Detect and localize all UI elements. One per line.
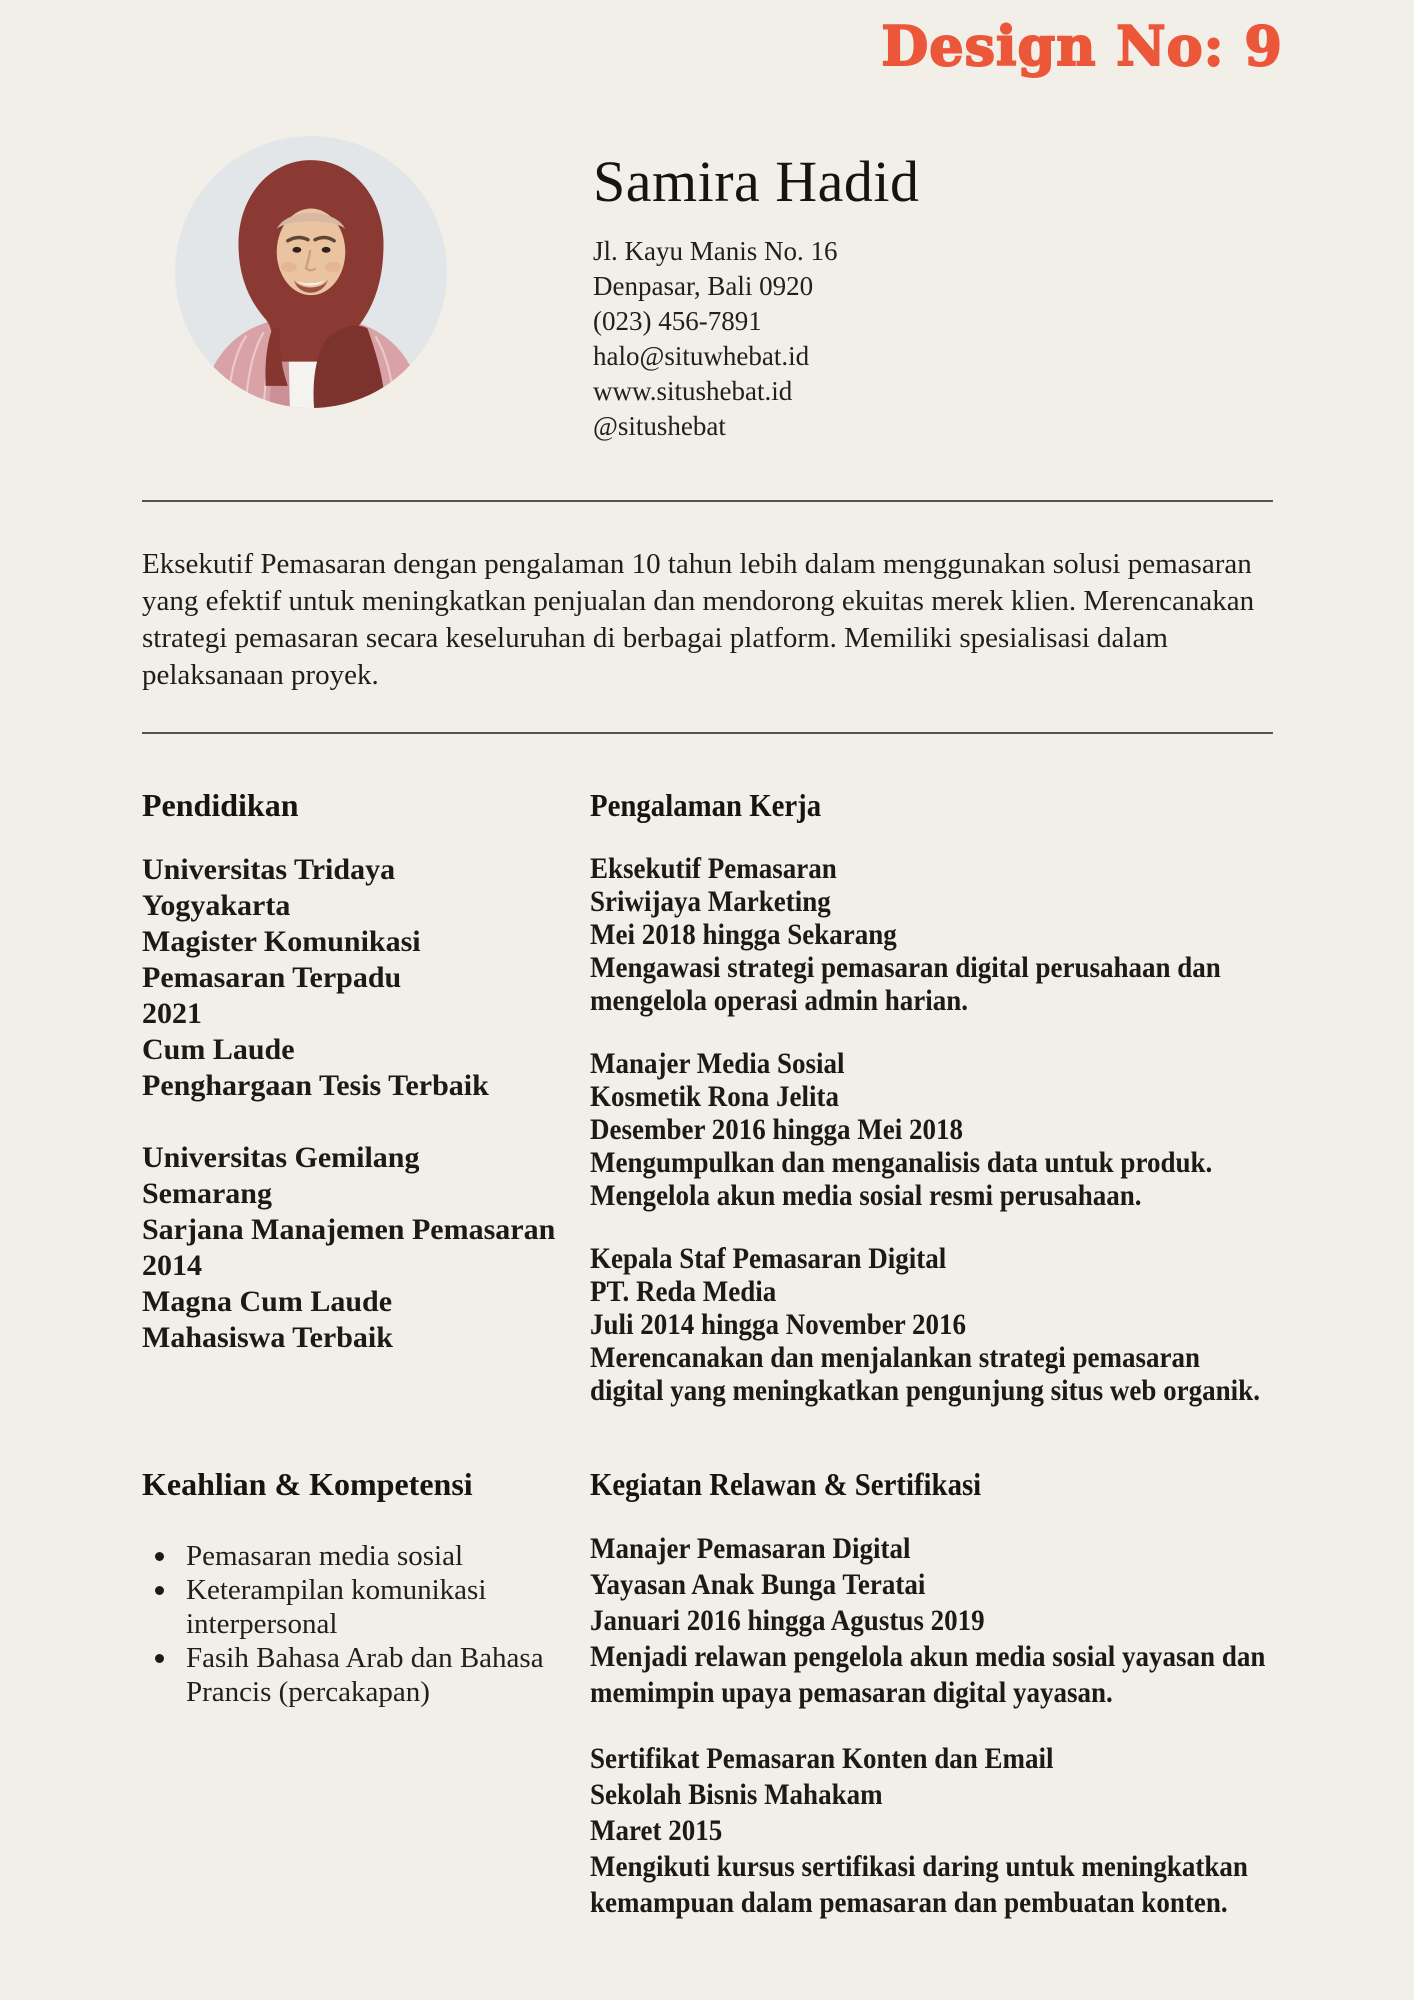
skills-heading: Keahlian & Kompetensi <box>142 1466 473 1502</box>
contact-line: Denpasar, Bali 0920 <box>593 271 814 301</box>
volunteer-title: Sertifikat Pemasaran Konten dan Email <box>590 1742 1054 1775</box>
job-title: Eksekutif Pemasaran <box>590 852 837 885</box>
volunteer-period: Januari 2016 hingga Agustus 2019 <box>590 1604 985 1637</box>
company-name: Sriwijaya Marketing <box>590 885 831 918</box>
volunteer-organization: Yayasan Anak Bunga Teratai <box>590 1568 926 1601</box>
profile-photo <box>175 136 447 408</box>
skill-label: Keterampilan komunikasi interpersonal <box>186 1574 487 1640</box>
volunteer-entries <box>590 1531 1273 1921</box>
volunteer-period: Maret 2015 <box>590 1814 723 1847</box>
education-heading: Pendidikan <box>142 787 299 823</box>
design-header <box>0 0 1414 78</box>
job-period: Mei 2018 hingga Sekarang <box>590 918 897 951</box>
volunteer-entry <box>590 1531 1273 1711</box>
experience-entry <box>590 1242 1273 1407</box>
company-name: PT. Reda Media <box>590 1275 777 1308</box>
volunteer-organization: Sekolah Bisnis Mahakam <box>590 1778 883 1811</box>
education-line: Semarang <box>142 1177 272 1210</box>
design-number-label: Design No: 9 <box>881 14 1283 78</box>
job-period: Juli 2014 hingga November 2016 <box>590 1308 967 1341</box>
bullet-icon <box>155 1552 164 1561</box>
divider-bottom <box>142 732 1273 734</box>
education-line: Pemasaran Terpadu <box>142 961 402 994</box>
volunteer-title: Manajer Pemasaran Digital <box>590 1532 911 1565</box>
resume-body <box>142 784 1273 1921</box>
contact-line: @situshebat <box>593 411 726 441</box>
skill-label: Pemasaran media sosial <box>186 1540 464 1572</box>
job-period: Desember 2016 hingga Mei 2018 <box>590 1113 963 1146</box>
education-entry-lines <box>142 1140 590 1356</box>
job-title: Manajer Media Sosial <box>590 1047 845 1080</box>
volunteer-heading: Kegiatan Relawan & Sertifikasi <box>590 1466 982 1502</box>
divider-top <box>142 500 1273 502</box>
education-entry <box>142 1140 590 1356</box>
contact-line: Jl. Kayu Manis No. 16 <box>593 236 838 266</box>
education-line: Universitas Tridaya <box>142 853 396 886</box>
education-line: Sarjana Manajemen Pemasaran <box>142 1213 556 1246</box>
education-line: Mahasiswa Terbaik <box>142 1321 393 1354</box>
education-line: Yogyakarta <box>142 889 291 922</box>
experience-entry <box>590 852 1273 1017</box>
education-line: Penghargaan Tesis Terbaik <box>142 1069 489 1102</box>
experience-heading: Pengalaman Kerja <box>590 787 822 823</box>
skills-section <box>142 1463 590 1921</box>
contact-line: halo@situwhebat.id <box>593 341 810 371</box>
skill-item <box>155 1573 590 1641</box>
education-entry <box>142 852 590 1104</box>
education-entries <box>142 852 590 1356</box>
skill-label: Fasih Bahasa Arab dan Bahasa Prancis (percakapan) <box>186 1642 544 1708</box>
company-name: Kosmetik Rona Jelita <box>590 1080 839 1113</box>
volunteer-section <box>590 1463 1349 1921</box>
skills-list <box>142 1539 590 1709</box>
education-line: 2021 <box>142 997 202 1030</box>
professional-summary: Eksekutif Pemasaran dengan pengalaman 10 tahun lebih dalam menggunakan solusi pemasaran yang efektif untuk meningkatkan penjualan dan mendorong ekuitas merek klien. Merencanakan strategi pemasaran secara keseluruhan di berbagai platform. Memiliki spesialisasi dalam pelaksanaan proyek. <box>142 548 1255 691</box>
experience-entry <box>590 1047 1273 1212</box>
education-section <box>142 784 590 1407</box>
profile-section <box>0 136 1414 444</box>
person-name: Samira Hadid <box>593 149 920 214</box>
education-line: Magna Cum Laude <box>142 1285 393 1318</box>
bullet-icon <box>155 1654 164 1663</box>
job-title: Kepala Staf Pemasaran Digital <box>590 1242 947 1275</box>
education-line: Magister Komunikasi <box>142 925 421 958</box>
volunteer-description: Mengikuti kursus sertifikasi daring untuk meningkatkan kemampuan dalam pemasaran dan pembuatan konten. <box>590 1850 1248 1919</box>
skill-item <box>155 1641 590 1709</box>
experience-entries <box>590 852 1273 1407</box>
experience-content <box>590 784 1273 1407</box>
job-description: Mengawasi strategi pemasaran digital perusahaan dan mengelola operasi admin harian. <box>590 951 1221 1017</box>
volunteer-entry <box>590 1741 1273 1921</box>
education-line: Universitas Gemilang <box>142 1141 420 1174</box>
contact-line: www.situshebat.id <box>593 376 793 406</box>
contact-line: (023) 456-7891 <box>593 306 762 336</box>
volunteer-description: Menjadi relawan pengelola akun media sosial yayasan dan memimpin upaya pemasaran digital yayasan. <box>590 1640 1266 1709</box>
profile-photo-illustration <box>175 136 447 408</box>
education-line: Cum Laude <box>142 1033 295 1066</box>
job-description: Merencanakan dan menjalankan strategi pemasaran digital yang meningkatkan pengunjung situs web organik. <box>590 1341 1260 1407</box>
skill-item <box>155 1539 590 1573</box>
job-description: Mengumpulkan dan menganalisis data untuk produk. Mengelola akun media sosial resmi perusahaan. <box>590 1146 1213 1212</box>
education-entry-lines <box>142 852 590 1104</box>
education-line: 2014 <box>142 1249 202 1282</box>
contact-list <box>593 234 920 444</box>
volunteer-content <box>590 1463 1273 1921</box>
identity-block <box>593 136 920 444</box>
experience-section <box>590 784 1349 1407</box>
bullet-icon <box>155 1586 164 1595</box>
